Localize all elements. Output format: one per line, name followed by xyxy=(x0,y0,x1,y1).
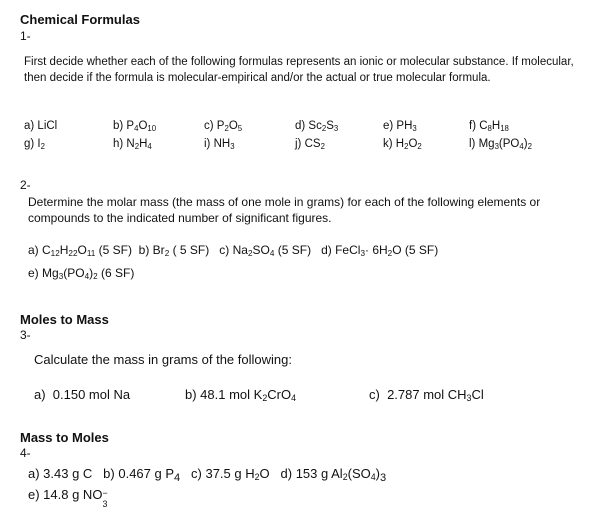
moles-to-mass-item-a: a) 0.150 mol Na xyxy=(34,387,131,402)
formula-item-f: f) $C_8H_{18}$ xyxy=(469,120,509,133)
section1-title: Chemical Formulas xyxy=(20,12,140,27)
formula-item-e: e) $PH_3$ xyxy=(383,120,417,133)
molar-mass-item-a: a) $C_{12}H_{22}O_{11}$ (5 SF) xyxy=(28,243,132,259)
section2-instructions: Determine the molar mass (the mass of one mole in grams) for each of the following elements or compounds to the indicated number of significant figures. xyxy=(28,195,541,225)
moles-to-mass-item-b: b) 48.1 mol $K_2CrO_4$ xyxy=(185,387,297,404)
section1-number: 1- xyxy=(20,29,31,43)
formula-item-i: i) $NH_3$ xyxy=(204,138,235,151)
section3-number: 3- xyxy=(20,328,31,342)
mass-to-moles-item-d: d) 153 g $Al_2(SO_4)_3$ xyxy=(280,466,387,484)
section4-number: 4- xyxy=(20,446,31,460)
section1-instructions: First decide whether each of the following formulas represents an ionic or molecular substance. If molecular, then decide if the formula is molecular-empirical and/or the actual or true molecular formula. xyxy=(24,56,574,84)
mass-to-moles-item-a: a) 3.43 g C xyxy=(28,466,93,481)
moles-to-mass-item-c: c) 2.787 mol $CH_3Cl$ xyxy=(369,387,484,404)
formula-item-l: l) $Mg_3(PO_4)_2$ xyxy=(469,138,532,151)
molar-mass-item-d: d) FeCl$_3$· $6H_2O$ (5 SF) xyxy=(321,243,439,259)
formula-item-k: k) $H_2O_2$ xyxy=(383,138,422,151)
formula-item-d: d) $Sc_2S_3$ xyxy=(295,120,339,133)
formula-item-j: j) $CS_2$ xyxy=(295,138,325,151)
section3-instructions: Calculate the mass in grams of the following: xyxy=(34,352,292,367)
mass-to-moles-item-c: c) 37.5 g $H_2O$ xyxy=(191,466,270,483)
molar-mass-item-c: c) $Na_2SO_4$ (5 SF) xyxy=(219,243,312,259)
mass-to-moles-item-b: b) 0.467 g $P_4$ xyxy=(103,466,181,484)
formula-item-h: h) $N_2H_4$ xyxy=(113,138,152,151)
molar-mass-row-1 xyxy=(28,243,438,257)
section2-number: 2- xyxy=(20,178,31,192)
mass-to-moles-item-e: e) 14.8 g NO − 3 xyxy=(28,487,108,509)
formula-item-b: b) $P_4O_{10}$ xyxy=(113,120,157,133)
formula-item-a: a) LiCl xyxy=(24,120,58,132)
section4-title: Mass to Moles xyxy=(20,430,109,445)
section3-title: Moles to Mass xyxy=(20,312,109,327)
molar-mass-item-e: e) $Mg_3(PO_4)_2$ (6 SF) xyxy=(28,266,135,282)
formula-item-c: c) $P_2O_5$ xyxy=(204,120,243,133)
molar-mass-item-b: b) $Br_2$ ( 5 SF) xyxy=(138,243,210,259)
formula-item-g: g) $I_2$ xyxy=(24,138,45,151)
mass-to-moles-row-1 xyxy=(28,466,387,484)
